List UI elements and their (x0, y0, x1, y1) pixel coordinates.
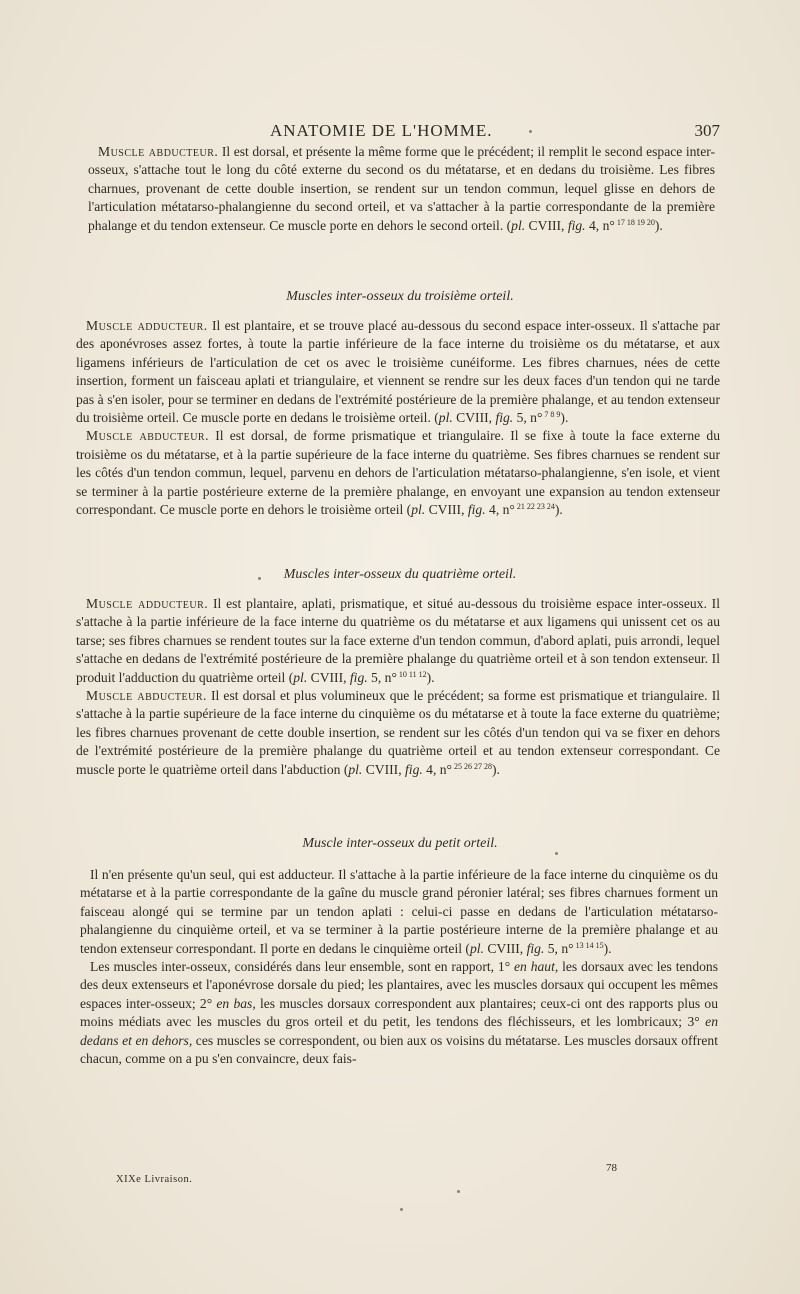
section-heading: Muscle inter-osseux du petit orteil. (302, 836, 498, 851)
paragraph: Les muscles inter-osseux, considérés dans leur ensemble, sont en rapport, 1° en haut, les dorsaux avec les tendons des deux extenseurs et l'aponévrose dorsale du pied; les plantaires, avec les muscles dorsaux qui occupent les mêmes espaces inter-osseux; 2° en bas, les muscles dorsaux correspondent aux plantaires; ceux-ci ont des rapports plus ou moins médiats avec les muscles du gros orteil et du petit, les tendons des fléchisseurs, et les lombricaux; 3° en dedans et en dehors, ces muscles se correspondent, ou bien aux os voisins du métatarse. Les muscles dorsaux offrent chacun, comme on a pu s'en convaincre, deux fais- (80, 959, 718, 1067)
paper-speck (400, 1208, 403, 1211)
section-heading: Muscles inter-osseux du troisième orteil. (286, 289, 514, 304)
paragraph: Muscle abducteur. Il est dorsal, de forme prismatique et triangulaire. Il se fixe à toute la face externe du troisième os du métatarse, et à la partie supérieure de la face interne du quatrième. Ses fibres charnues se rendent sur les côtés d'un tendon commun, lequel, parvenu en dehors de l'articulation métatarso-phalangienne, s'en isole, et vient se terminer à la partie postérieure externe de la première phalange, en envoyant une expansion au tendon extenseur correspondant. Ce muscle porte en dehors le troisième orteil (pl. CVIII, fig. 4, n° $^{21 22 23 24}$). (76, 428, 720, 518)
paragraph: Muscle adducteur. Il est plantaire, aplati, prismatique, et situé au-dessous du troisième espace inter-osseux. Il s'attache à la partie inférieure de la face interne du quatrième os du métatarse et aux ligamens qui unissent cet os au tarse; ses fibres charnues se rendent toutes sur la face externe d'un tendon commun, d'abord aplati, puis arrondi, lequel s'attache en dedans de l'extrémité postérieure de la première phalange du quatrième orteil et à son tendon extenseur. Il produit l'adduction du quatrième orteil (pl. CVIII, fig. 5, n° $^{10 11 12}$). (76, 596, 720, 685)
paragraph-lead: Muscle abducteur. (86, 428, 209, 444)
paragraph: Il n'en présente qu'un seul, qui est adducteur. Il s'attache à la partie inférieure de la face interne du cinquième os du métatarse et à la partie correspondante de la gaîne du muscle grand péronier latéral; ses fibres charnues forment un faisceau alongé qui se termine par un tendon aplati : celui-ci passe en dedans de l'articulation métatarso-phalangienne du cinquième orteil, et va se terminer à la partie postérieure interne de la première phalange et au tendon extenseur correspondant. Il porte en dedans le cinquième orteil (pl. CVIII, fig. 5, n° $^{13 14 15}$). (80, 867, 718, 956)
section-heading: Muscles inter-osseux du quatrième orteil. (283, 567, 517, 582)
page-title: ANATOMIE DE L'HOMME. (270, 121, 493, 140)
signature-mark: XIXe Livraison. (116, 1174, 193, 1185)
folio-number: 78 (606, 1162, 617, 1174)
paper-speck (457, 1190, 460, 1193)
paragraph-lead: Muscle adducteur. (86, 318, 208, 333)
paragraph: Muscle adducteur. Il est plantaire, et se trouve placé au-dessous du second espace inter-osseux. Il s'attache par des aponévroses assez fortes, à toute la partie inférieure de la face interne du troisième os du métatarse, et aux ligamens inférieurs de l'articulation de cet os avec le troisième cunéiforme. Les fibres charnues, nées de cette insertion, forment un faisceau aplati et triangulaire, et viennent se rendre sur les deux faces d'un tendon qui ne tarde pas à s'en isoler, pour se terminer en dedans de l'extrémité postérieure de la première phalange, et au tendon extenseur du troisième orteil. Ce muscle porte en dedans le troisième orteil. (pl. CVIII, fig. 5, n° $^{7 8 9}$). (76, 318, 720, 426)
section-troisieme-orteil (76, 317, 720, 519)
paragraph-lead: Muscle adducteur. (86, 596, 209, 611)
paragraph-lead: Muscle abducteur. (86, 688, 207, 704)
section-petit-orteil (80, 866, 718, 1068)
running-head (80, 121, 720, 143)
page-number: 307 (694, 121, 720, 140)
paragraph: Muscle abducteur. Il est dorsal et plus volumineux que le précédent; sa forme est prismatique et triangulaire. Il s'attache à la partie supérieure de la face interne du cinquième os du métatarse et à toute la face externe du quatrième; les fibres charnues provenant de cette double insertion, se rendent sur les côtés d'un tendon qui va se fixer en dehors de l'extrémité postérieure de la première phalange du quatrième orteil et au tendon extenseur correspondant. Ce muscle porte le quatrième orteil dans l'abduction (pl. CVIII, fig. 4, n° $^{25 26 27 28}$). (76, 688, 720, 777)
paragraph-lead: Muscle abducteur. (98, 144, 219, 159)
paper-speck (555, 852, 558, 855)
paper-speck (258, 577, 261, 580)
section-abducteur-second (88, 143, 715, 235)
paragraph: Muscle abducteur. Il est dorsal, et présente la même forme que le précédent; il remplit le second espace inter-osseux, s'attache tout le long du côté externe du second os du métatarse, et en dedans du troisième. Les fibres charnues, provenant de cette double insertion, se rendent sur un tendon commun, lequel glisse en dehors de l'articulation métatarso-phalangienne du second orteil, et va s'attacher à la partie correspondante de la première phalange et du tendon extenseur. Ce muscle porte en dehors le second orteil. (pl. CVIII, fig. 4, n° $^{17 18 19 20}$). (88, 144, 716, 233)
paper-speck (529, 130, 532, 133)
section-quatrieme-orteil (76, 595, 720, 779)
